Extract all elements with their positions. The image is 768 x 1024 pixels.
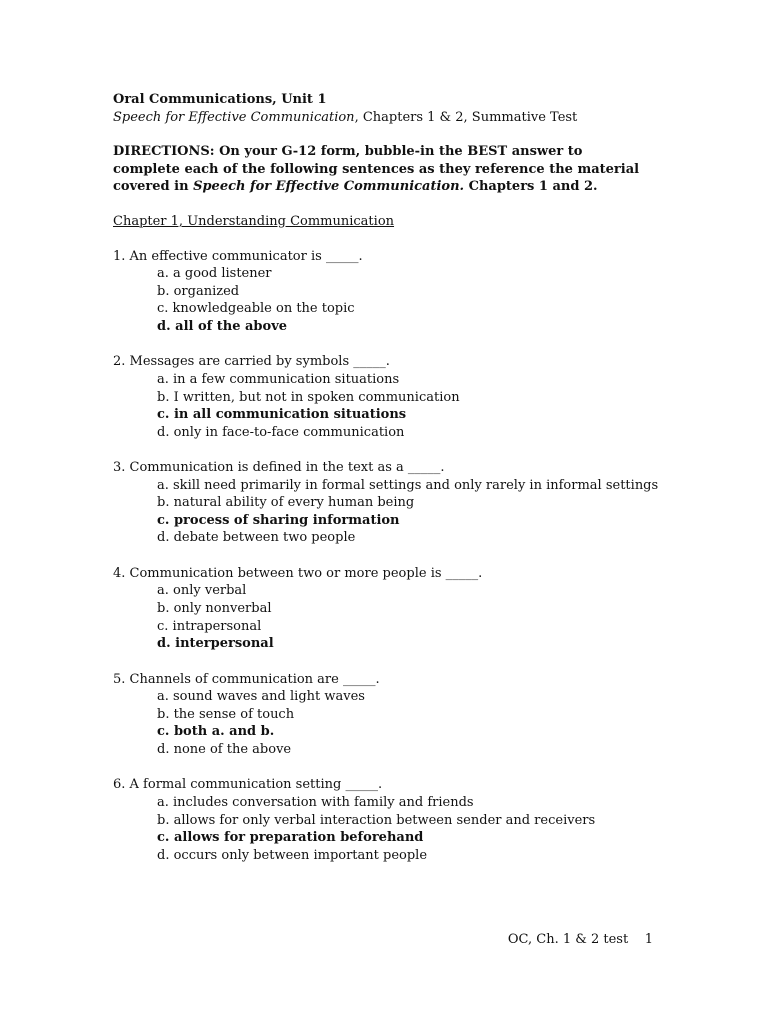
answer-option: a. a good listener [157,266,272,282]
answer-option: c. both a. and b. [157,724,275,740]
answer-option: d. occurs only between important people [157,847,428,863]
directions-lead: DIRECTIONS: On your G-12 form, bubble-in the BEST answer to complete each of the following sentences as they reference the material covered in [113,144,640,195]
answer-option: c. in all communication situations [157,407,407,423]
answer-option: a. sound waves and light waves [157,689,365,705]
book-title: Speech for Effective Communication [113,109,355,125]
question-stem: 6. A formal communication setting _____. [113,777,383,793]
question-stem: 4. Communication between two or more people is _____. [113,565,483,581]
page-number: 1 [644,932,653,947]
answer-option: c. process of sharing information [157,512,400,528]
answer-option: c. knowledgeable on the topic [157,301,355,317]
question-stem: 5. Channels of communication are _____. [113,671,380,687]
question-6 [113,776,673,864]
answer-option: d. none of the above [157,742,292,757]
question-5 [113,671,673,759]
page-footer [508,932,653,947]
subtitle-rest: , Chapters 1 & 2, Summative Test [354,109,578,125]
answer-option: a. includes conversation with family and friends [157,794,474,810]
answer-option: b. I written, but not in spoken communication [157,389,460,405]
question-3 [113,459,673,547]
document-page [113,91,673,882]
directions-book-title: Speech for Effective Communication. [193,179,465,195]
question-stem: 2. Messages are carried by symbols _____. [113,354,390,370]
answer-option: b. organized [157,283,240,299]
directions [113,143,653,196]
answer-option: a. only verbal [157,583,247,599]
answer-option: d. debate between two people [157,530,356,546]
directions-tail: Chapters 1 and 2. [464,179,598,195]
answer-option: a. in a few communication situations [157,371,400,387]
question-list [113,248,673,865]
answer-option: c. intrapersonal [157,618,262,634]
chapter-heading: Chapter 1, Understanding Communication [113,213,395,229]
answer-option: d. interpersonal [157,636,274,652]
course-title: Oral Communications, Unit 1 [113,92,327,107]
question-2 [113,353,673,441]
test-subtitle [113,109,673,127]
footer-label: OC, Ch. 1 & 2 test [507,932,629,947]
question-stem: 3. Communication is defined in the text as a _____. [113,460,445,476]
question-1 [113,248,673,336]
answer-option: b. the sense of touch [157,706,295,722]
answer-option: c. allows for preparation beforehand [157,830,424,846]
question-stem: 1. An effective communicator is _____. [113,248,363,264]
answer-option: b. allows for only verbal interaction between sender and receivers [157,812,596,828]
answer-option: b. natural ability of every human being [157,495,415,511]
test-header [113,91,673,126]
answer-option: d. all of the above [157,318,288,334]
answer-option: b. only nonverbal [157,601,272,617]
answer-option: d. only in face-to-face communication [157,424,405,440]
question-4 [113,565,673,653]
answer-option: a. skill need primarily in formal settings and only rarely in informal settings [157,477,659,493]
